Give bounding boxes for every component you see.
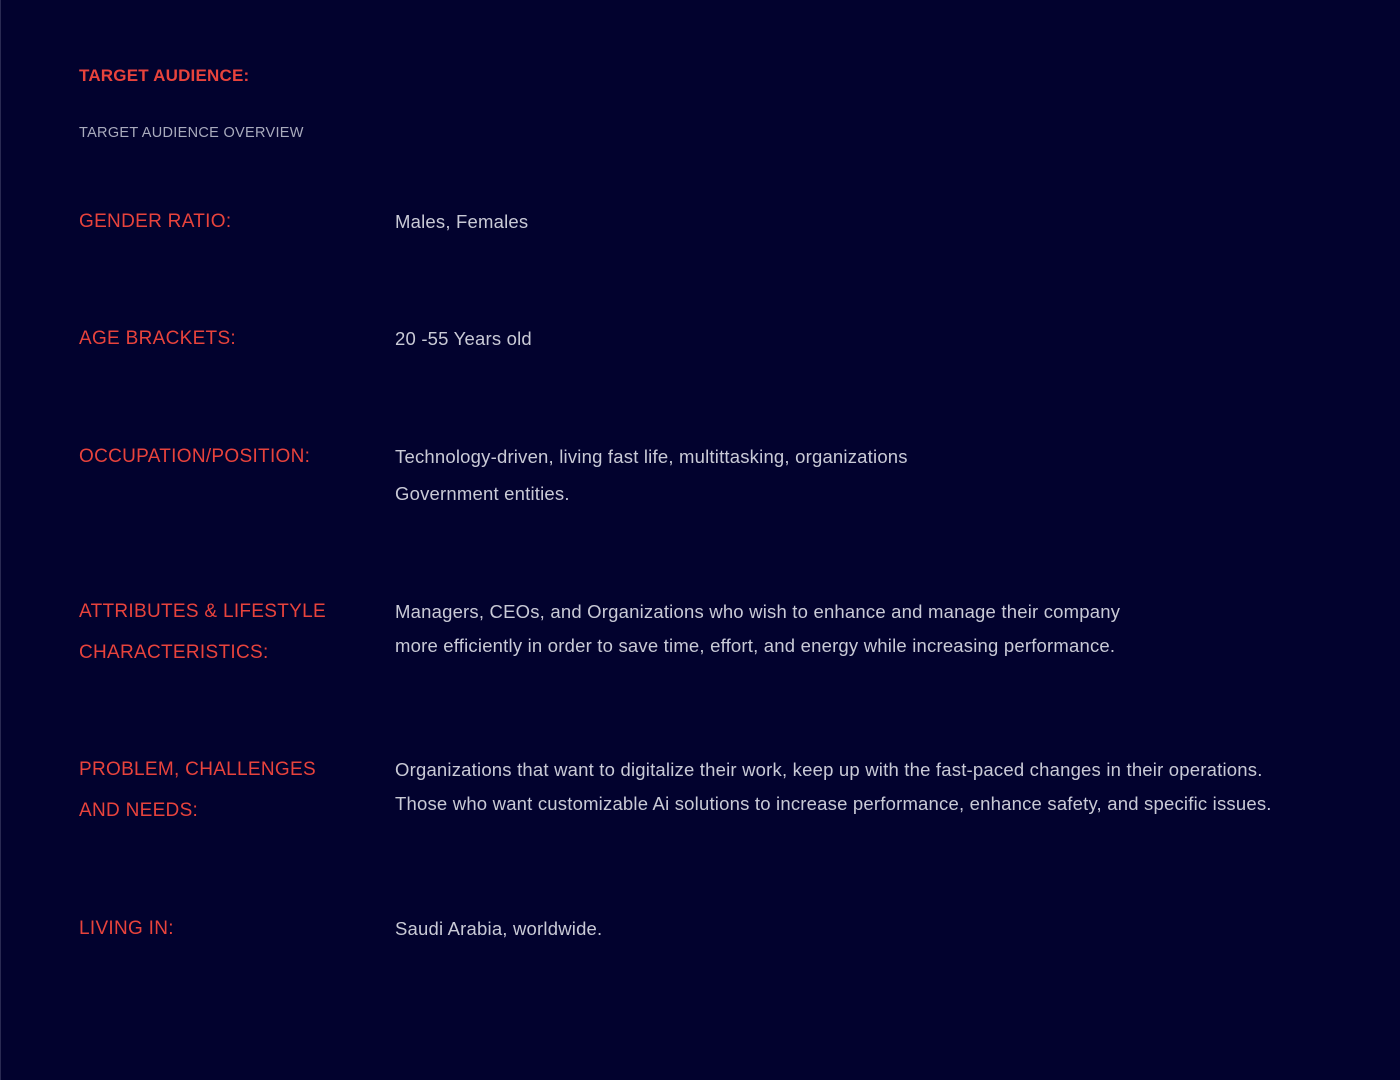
gender-ratio-value	[395, 201, 1395, 242]
page-subtitle: TARGET AUDIENCE OVERVIEW	[79, 125, 304, 141]
problems-needs-label-line-2: AND NEEDS:	[79, 800, 199, 821]
problems-needs-value-line-2: Those who want customizable Ai solutions to increase performance, enhance safety, and specific issues.	[395, 793, 1272, 814]
living-in-label-line: LIVING IN:	[79, 918, 174, 939]
attributes-lifestyle-value	[395, 595, 1395, 663]
age-brackets-value	[395, 318, 1395, 359]
living-in-label	[79, 908, 379, 949]
age-brackets-value-line: 20 -55 Years old	[395, 328, 532, 349]
attributes-lifestyle-value-line-2: more efficiently in order to save time, effort, and energy while increasing performance.	[395, 635, 1116, 656]
occupation-position-value-line-1: Technology-driven, living fast life, multittasking, organizations	[395, 446, 908, 467]
gender-ratio-value-line: Males, Females	[395, 211, 529, 232]
occupation-position-value-line-2: Government entities.	[395, 483, 570, 504]
gender-ratio-label	[79, 201, 379, 242]
age-brackets-label	[79, 318, 379, 359]
age-brackets-label-line: AGE BRACKETS:	[79, 328, 236, 349]
attributes-lifestyle-label-line-2: CHARACTERISTICS:	[79, 642, 269, 663]
page-title: TARGET AUDIENCE:	[79, 66, 250, 85]
problems-needs-value-line-1: Organizations that want to digitalize their work, keep up with the fast-paced changes in their operations.	[395, 759, 1263, 780]
gender-ratio-label-line: GENDER RATIO:	[79, 211, 232, 232]
living-in-value	[395, 908, 1395, 949]
problems-needs-label-line-1: PROBLEM, CHALLENGES	[79, 759, 316, 780]
attributes-lifestyle-value-line-1: Managers, CEOs, and Organizations who wish to enhance and manage their company	[395, 601, 1121, 622]
occupation-position-label-line: OCCUPATION/POSITION:	[79, 446, 311, 467]
living-in-value-line: Saudi Arabia, worldwide.	[395, 918, 603, 939]
attributes-lifestyle-label	[79, 591, 379, 673]
occupation-position-label	[79, 436, 379, 477]
attributes-lifestyle-label-line-1: ATTRIBUTES & LIFESTYLE	[79, 601, 326, 622]
left-edge-divider	[0, 0, 1, 1080]
problems-needs-label	[79, 749, 379, 831]
occupation-position-value	[395, 438, 1395, 512]
problems-needs-value	[395, 753, 1395, 821]
